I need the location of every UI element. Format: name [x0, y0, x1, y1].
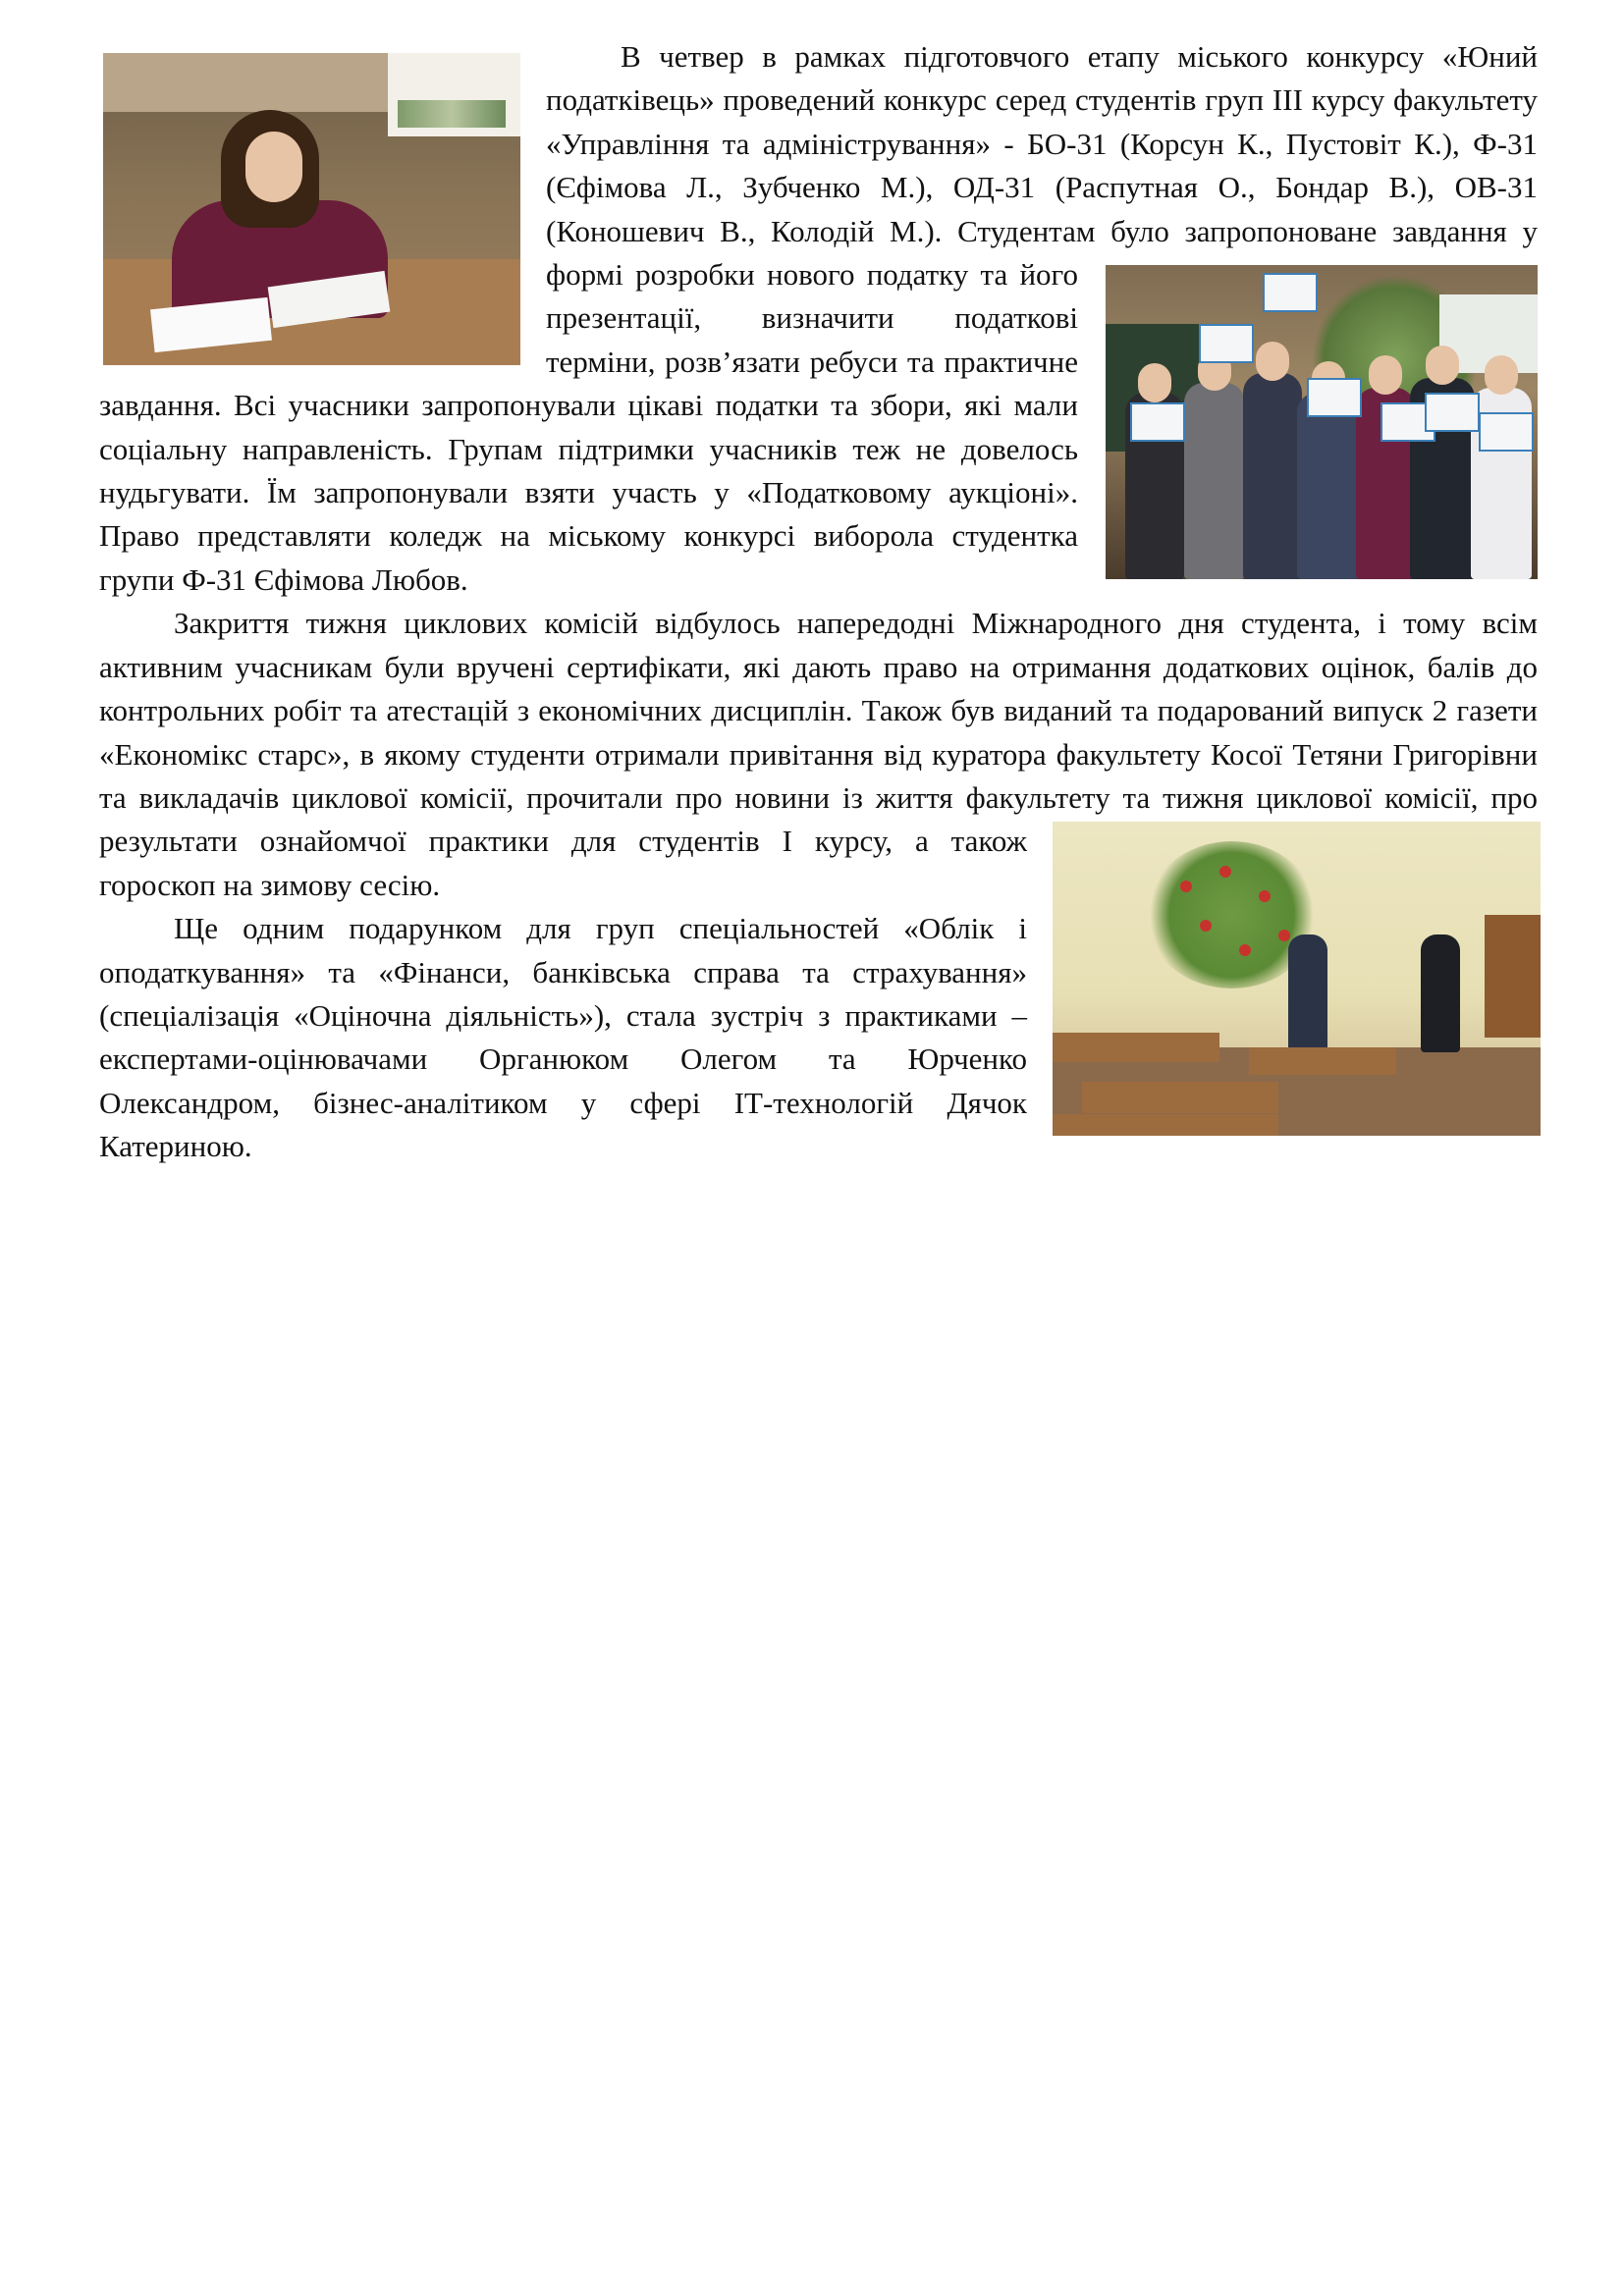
photo-meeting-room — [1053, 822, 1541, 1136]
paragraph-closing-week: Закриття тижня циклових комісій відбулось напередодні Міжнародного дня студента, і тому всім активним учасникам були вручені сертифікати, які дають право на отримання додаткових оцінок, балів до контрольних робіт та атестацій з економічних дисциплін. Також був виданий та подарований випуск 2 газети «Економікс старс», в якому студенти отримали привітання від куратора факультету Косої Тетяни Григорівни та викладачів циклової комісії, прочитали про новини із життя факультету та тижня циклової комісії, про результати ознайомчої практики для студентів І курсу, а також гороскоп на зимову сесію. — [99, 602, 1538, 907]
photo-student-writing — [103, 53, 520, 365]
article-body — [99, 35, 1538, 1169]
paragraph-meeting: Ще одним подарунком для груп спеціальностей «Облік і оподаткування» та «Фінанси, банківська справа та страхування» (спеціалізація «Оціночна діяльність»), стала зустріч з практиками – експертами-оцінювачами Органюком Олегом та Юрченко Олександром, бізнес-аналітиком у сфері ІТ-технологій Дячок Катериною. — [99, 911, 1027, 1164]
paragraph-contest: В четвер в рамках підготовчого етапу міського конкурсу «Юний податківець» проведений конкурс серед студентів груп ІІІ курсу факультету «Управління та адміністрування» - БО-31 (Корсун К., Пустовіт К.), Ф-31 (Єфімова Л., Зубченко М.), ОД-31 (Распутная О., Бондар В.), ОВ-31 (Коношевич В., Колодій М.). Студентам було запропоноване завдання у формі розробки нового податку та його презентації, визначити податкові терміни, розв’язати ребуси та практичне завдання. Всі учасники запропонували цікаві податки та збори, які мали соціальну направленість. Групам підтримки учасників теж не довелось нудьгувати. Їм запропонували взяти участь у «Податковому аукціоні». Право представляти коледж на міському конкурсі виборола студентка групи Ф-31 Єфімова Любов. — [99, 39, 1539, 597]
photo-group-certificates — [1106, 265, 1538, 579]
